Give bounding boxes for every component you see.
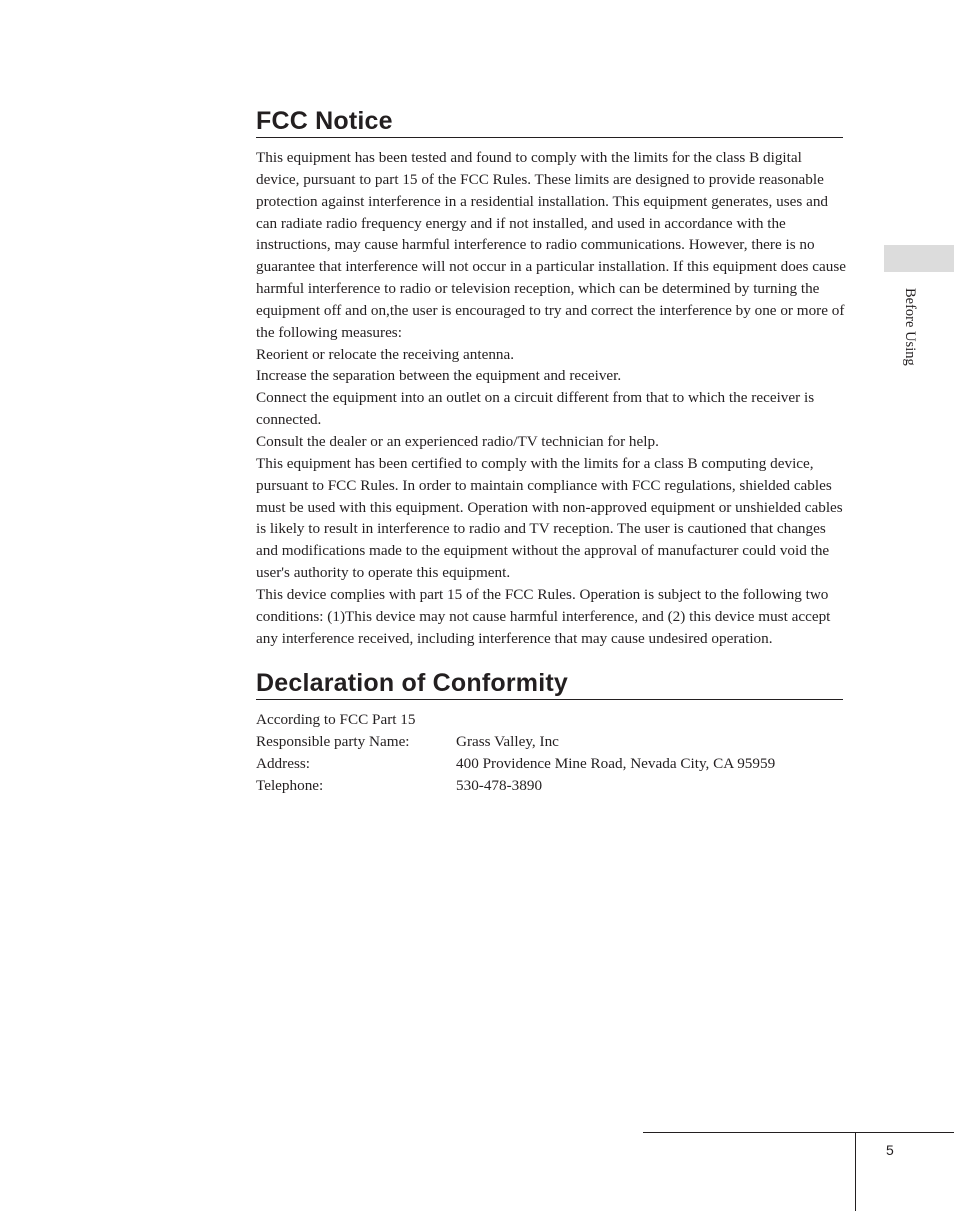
declaration-value: 530-478-3890: [456, 776, 543, 794]
fcc-paragraph: This device complies with part 15 of the FCC Rules. Operation is subject to the following two conditions: (1)This device may not cause harmful interference, and (2) this device must accept any interference received, including interference that may cause undesired operation.: [256, 585, 831, 647]
declaration-row: [256, 775, 846, 797]
section-tab-label: Before Using: [902, 288, 918, 366]
declaration-intro: According to FCC Part 15: [256, 711, 416, 729]
footer-divider: [643, 1132, 954, 1133]
declaration-label: Responsible party Name:: [256, 733, 410, 751]
section-tab-marker: [884, 245, 954, 272]
declaration-label: Telephone:: [256, 776, 324, 794]
declaration-intro-row: [256, 709, 846, 731]
declaration-heading: Declaration of Conformity: [256, 668, 843, 700]
fcc-paragraph: Increase the separation between the equipment and receiver.: [256, 367, 622, 385]
declaration-value: Grass Valley, Inc: [456, 733, 559, 751]
page-number: 5: [886, 1142, 894, 1158]
declaration-row: [256, 753, 846, 775]
fcc-notice-heading: FCC Notice: [256, 106, 843, 138]
declaration-row: [256, 731, 846, 753]
footer-vertical-divider: [855, 1132, 856, 1211]
fcc-notice-text: [256, 147, 846, 649]
fcc-paragraph: Connect the equipment into an outlet on a circuit different from that to which the receiver is connected.: [256, 389, 815, 429]
declaration-label: Address:: [256, 755, 310, 773]
fcc-paragraph: This equipment has been tested and found to comply with the limits for the class B digital device, pursuant to part 15 of the FCC Rules. These limits are designed to provide reasonable protection against interference in a residential installation. This equipment generates, uses and can radiate radio frequency energy and if not installed, and used in accordance with the instructions, may cause harmful interference to radio communications. However, there is no guarantee that interference will not occur in a particular installation. If this equipment does cause harmful interference to radio or television reception, which can be determined by turning the equipment off and on,the user is encouraged to try and correct the interference by one or more of the following measures:: [256, 149, 846, 341]
fcc-paragraph: Reorient or relocate the receiving antenna.: [256, 345, 515, 363]
fcc-paragraph: This equipment has been certified to comply with the limits for a class B computing device, pursuant to FCC Rules. In order to maintain compliance with FCC regulations, shielded cables must be used with this equipment. Operation with non-approved equipment or unshielded cables is likely to result in interference to radio and TV reception. The user is cautioned that changes and modifications made to the equipment without the approval of manufacturer could void the user's authority to operate this equipment.: [256, 454, 843, 582]
declaration-value: 400 Providence Mine Road, Nevada City, CA 95959: [456, 755, 776, 773]
declaration-details: [256, 709, 846, 796]
fcc-paragraph: Consult the dealer or an experienced radio/TV technician for help.: [256, 432, 659, 450]
document-body: [256, 106, 846, 797]
